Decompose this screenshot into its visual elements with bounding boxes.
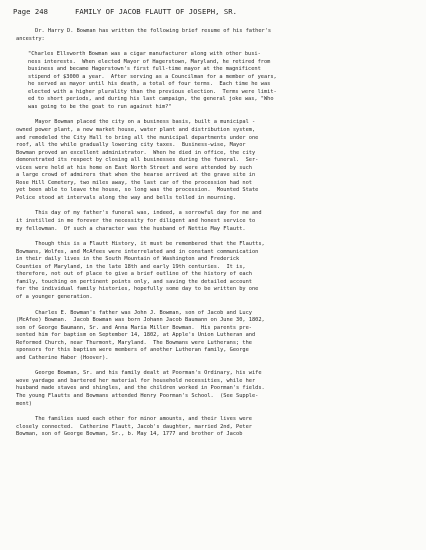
text-line: for the individual family histories, hopefully some day to be written by one [16, 286, 259, 293]
text-line: ed to short periods, and during his last campaign, the general joke was, "Who [28, 96, 274, 103]
text-line: Bowman, son of George Bowman, Sr., b. May 14, 1777 and brother of Jacob [16, 431, 243, 438]
text-line: and remodeled the City Hall to bring all the municipal departments under one [16, 134, 259, 141]
paragraph [16, 119, 418, 202]
quoted-paragraph [16, 51, 418, 111]
text-line: closely connected. Catherine Flautt, Jacob's daughter, married 2nd, Peter [16, 423, 252, 430]
paragraph [16, 210, 418, 233]
text-line: sented him for baptism on September 14, 1802, at Apple's Union Lutheran and [16, 332, 256, 339]
text-line: Charles E. Bowman's father was John J. Bowman, son of Jacob and Lucy [16, 309, 252, 316]
paragraph [16, 310, 418, 363]
text-line: of a younger generation. [16, 293, 93, 300]
text-line: The families sued each other for minor amounts, and their lives were [16, 416, 252, 423]
document-body [16, 28, 418, 447]
text-line: a large crowd of admirers that when the hearse arrived at the grave site in [16, 172, 256, 179]
text-line: husband made staves and shingles, and the children worked in Poorman's fields. [16, 385, 265, 392]
text-line: ness interests. When elected Mayor of Hagerstown, Maryland, he retired from [28, 58, 271, 65]
text-line: Bowman proved an excellent administrator. When he died in office, the city [16, 149, 256, 156]
text-line: wove yardage and bartered her material for household necessities, while her [16, 377, 256, 384]
text-line: vices were held at his home on East North Street and were attended by such [16, 164, 252, 171]
text-line: business and became Hagerstown's first full-time mayor at the magnificent [28, 66, 261, 73]
text-line: ment) [16, 400, 32, 407]
text-line: George Bowman, Sr. and his family dealt at Poorman's Ordinary, his wife [16, 370, 262, 377]
text-line: Dr. Harry D. Bowman has written the following brief resume of his father's [16, 28, 272, 34]
text-line: Bowmans, Wolfes, and McAfees were interrelated and in constant communication [16, 248, 259, 255]
text-line: Counties of Maryland, in the late 18th and early 19th centuries. It is, [16, 263, 246, 270]
text-line: demonstrated its respect by closing all businesses during the funeral. Ser- [16, 157, 259, 164]
text-line: (McAfee) Bowman. Jacob Bowman was born Johann Jacob Baumann on June 30, 1802, [16, 317, 265, 324]
page-number: Page 248 [13, 7, 49, 16]
text-line: The young Flautts and Bowmans attended Henry Poorman's School. (See Supple- [16, 392, 259, 399]
paragraph [16, 416, 418, 439]
text-line: owned power plant, a new market house, water plant and distribution system, [16, 127, 256, 134]
text-line: yet been able to leave the house, so long was the procession. Mounted State [16, 187, 259, 194]
text-line: Police stood at intervals along the way and bells tolled in mourning. [16, 194, 237, 201]
text-line: it instilled in me forever the necessity for diligent and honest service to [16, 218, 256, 225]
text-line: ancestry: [16, 35, 45, 42]
text-line: sponsors for this baptism were members of another Lutheran family, George [16, 347, 249, 354]
text-line: son of George Baumann, Sr. and Anna Maria Miller Bowman. His parents pre- [16, 324, 252, 331]
text-line: roof, all the while gradually lowering city taxes. Business-wise, Mayor [16, 142, 246, 149]
text-line: and Catherine Haber (Hoover). [16, 354, 109, 361]
text-line: in their daily lives in the South Mountain of Washington and Frederick [16, 256, 240, 263]
text-line: Mayor Bowman placed the city on a business basis, built a municipal - [16, 119, 256, 126]
paragraph [16, 28, 418, 43]
text-line: Reformed Church, near Thurmont, Maryland. The Bowmans were Lutherans; the [16, 339, 252, 346]
text-line: Rose Hill Cemetery, two miles away, the last car of the procession had not [16, 179, 252, 186]
page-running-title: FAMILY OF JACOB FLAUTT OF JOSEPH, SR. [75, 7, 237, 16]
text-line: This day of my father's funeral was, indeed, a sorrowful day for me and [16, 210, 262, 217]
text-line: elected with a higher plurality than the previous election. Terms were limit- [28, 88, 277, 95]
text-line: he served as mayor until his death, a total of four terms. Each time he was [28, 81, 271, 88]
text-line: stipend of $3000 a year. After serving as a Councilman for a member of years, [28, 73, 277, 80]
paragraph [16, 370, 418, 408]
text-line: therefore, not out of place to give a brief outline of the history of each [16, 271, 252, 278]
text-line: Though this is a Flautt History, it must be remembered that the Flautts, [16, 241, 265, 248]
paragraph [16, 241, 418, 301]
page-header [13, 7, 413, 16]
text-line: my fellowman. Of such a character was the husband of Nettie May Flautt. [16, 225, 246, 232]
text-line: "Charles Ellsworth Bowman was a cigar manufacturer along with other busi- [28, 51, 261, 58]
text-line: family, touching on pertinent points only, and saving the detailed account [16, 278, 252, 285]
text-line: was going to be the goat to run against him?" [28, 103, 172, 110]
